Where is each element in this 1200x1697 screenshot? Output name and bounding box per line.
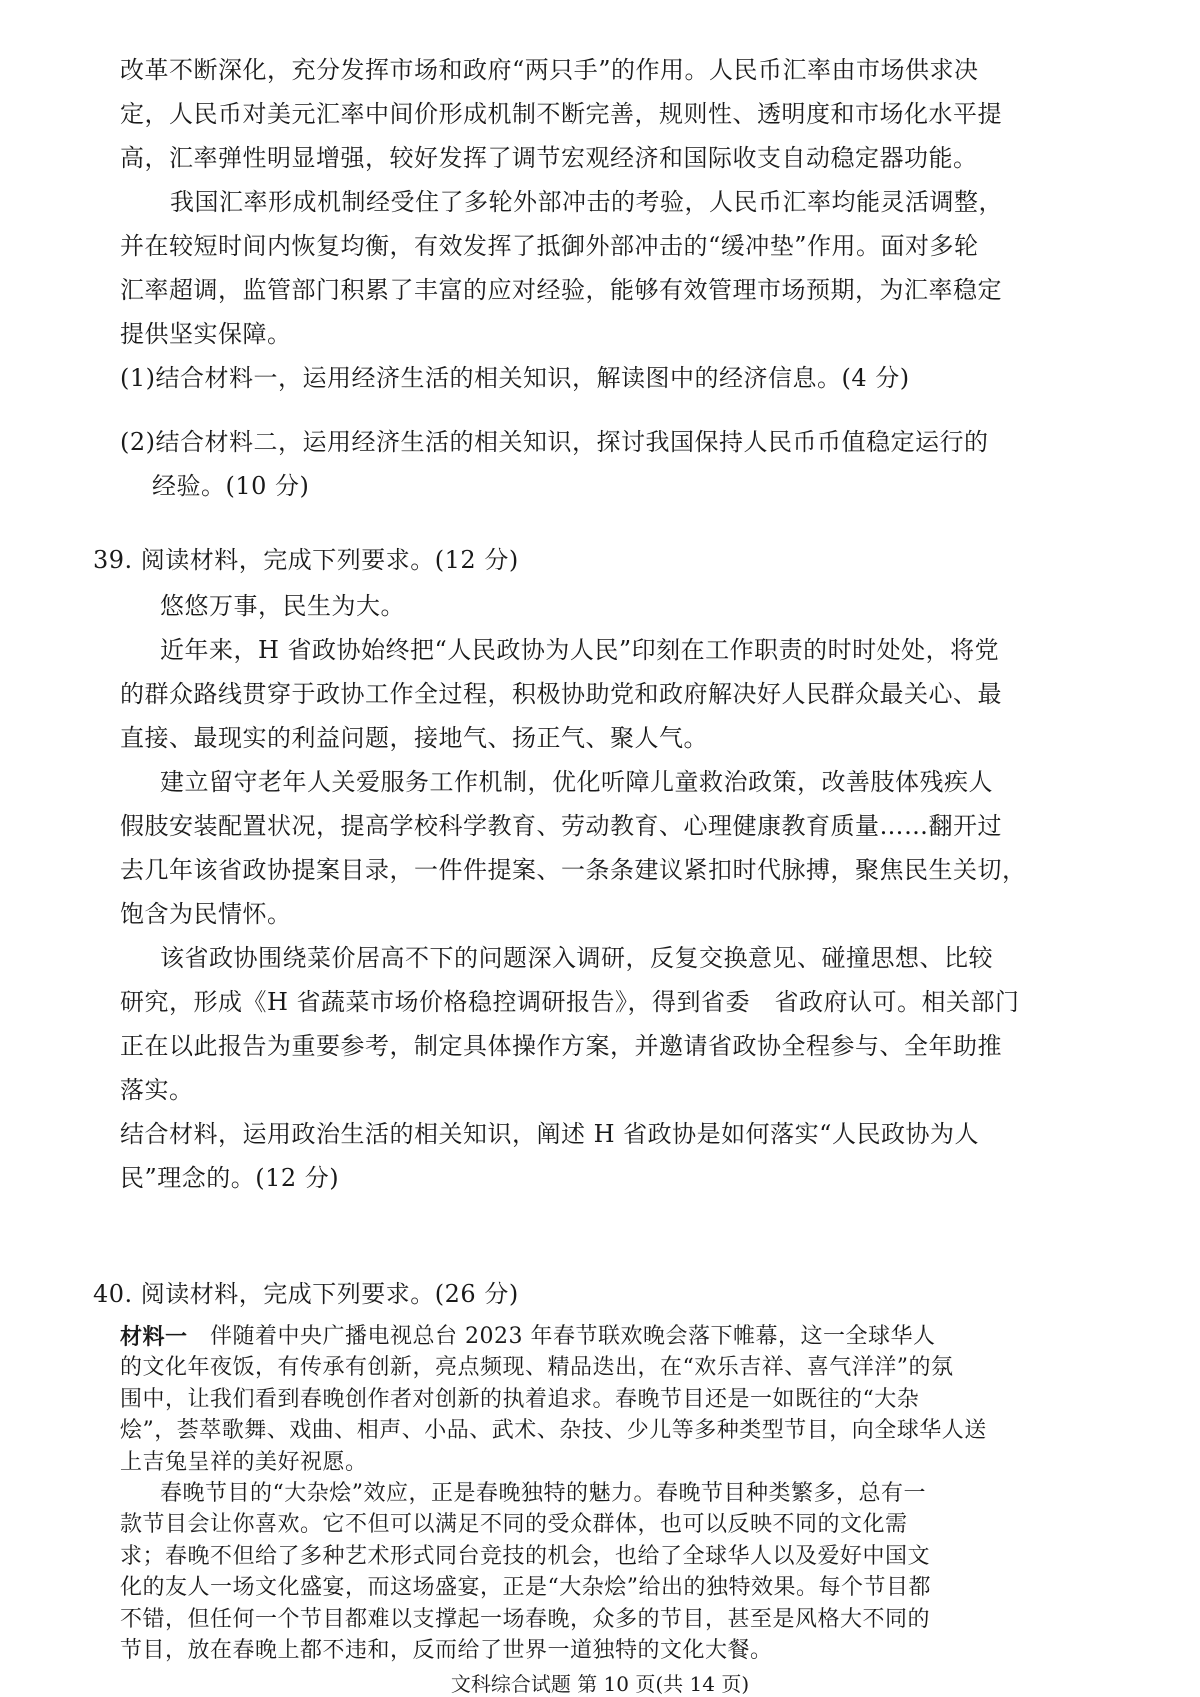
q39-para-4-line-1: 该省政协围绕菜价居高不下的问题深入调研，反复交换意见、碰撞思想、比较 — [160, 944, 993, 972]
q39-para-1: 悠悠万事，民生为大。 — [160, 592, 405, 620]
q39-para-3-line-4: 饱含为民情怀。 — [120, 900, 292, 928]
material2-line-3: 汇率超调，监管部门积累了丰富的应对经验，能够有效管理市场预期，为汇率稳定 — [120, 276, 1002, 304]
q39-question-line-2: 民”理念的。(12 分) — [120, 1164, 340, 1192]
material1-line-1: 改革不断深化，充分发挥市场和政府“两只手”的作用。人民币汇率由市场供求决 — [120, 56, 979, 84]
material1-line-2: 定，人民币对美元汇率中间价形成机制不断完善，规则性、透明度和市场化水平提 — [120, 100, 1002, 128]
q39-para-3-line-2: 假肢安装配置状况，提高学校科学教育、劳动教育、心理健康教育质量……翻开过 — [120, 812, 1002, 840]
q40-para-1-line-1: 伴随着中央广播电视总台 2023 年春节联欢晚会落下帷幕，这一全球华人 — [210, 1324, 936, 1349]
page-footer: 文科综合试题 第 10 页(共 14 页) — [450, 1672, 750, 1696]
q39-question-line-1: 结合材料，运用政治生活的相关知识，阐述 H 省政协是如何落实“人民政协为人 — [120, 1120, 979, 1148]
question-38-1: (1)结合材料一，运用经济生活的相关知识，解读图中的经济信息。(4 分) — [120, 364, 910, 392]
q39-para-4-line-3: 正在以此报告为重要参考，制定具体操作方案，并邀请省政协全程参与、全年助推 — [120, 1032, 1002, 1060]
q40-para-2-line-5: 不错，但任何一个节目都难以支撑起一场春晚，众多的节目，甚至是风格大不同的 — [120, 1607, 931, 1632]
q40-para-1-line-5: 上吉兔呈祥的美好祝愿。 — [120, 1450, 368, 1475]
q40-para-1-line-3: 围中，让我们看到春晚创作者对创新的执着追求。春晚节目还是一如既往的“大杂 — [120, 1387, 920, 1412]
q39-para-2-line-2: 的群众路线贯穿于政协工作全过程，积极协助党和政府解决好人民群众最关心、最 — [120, 680, 1002, 708]
question-38-2-line-2: 经验。(10 分) — [152, 472, 310, 500]
material2-line-1: 我国汇率形成机制经受住了多轮外部冲击的考验，人民币汇率均能灵活调整， — [170, 188, 1003, 216]
q40-material-label: 材料一 — [120, 1324, 188, 1350]
q40-para-2-line-2: 款节目会让你喜欢。它不但可以满足不同的受众群体，也可以反映不同的文化需 — [120, 1512, 908, 1537]
q39-para-2-line-3: 直接、最现实的利益问题，接地气、扬正气、聚人气。 — [120, 724, 708, 752]
q39-para-3-line-3: 去几年该省政协提案目录，一件件提案、一条条建议紧扣时代脉搏，聚焦民生关切， — [120, 856, 1027, 884]
q40-para-2-line-3: 求；春晚不但给了多种艺术形式同台竞技的机会，也给了全球华人以及爱好中国文 — [120, 1544, 931, 1569]
q39-para-3-line-1: 建立留守老年人关爱服务工作机制，优化听障儿童救治政策，改善肢体残疾人 — [160, 768, 993, 796]
q39-para-2-line-1: 近年来，H 省政协始终把“人民政协为人民”印刻在工作职责的时时处处，将党 — [160, 636, 1000, 664]
q40-para-2-line-6: 节目，放在春晚上都不违和，反而给了世界一道独特的文化大餐。 — [120, 1638, 773, 1663]
q39-para-4-line-4: 落实。 — [120, 1076, 194, 1104]
material2-line-2: 并在较短时间内恢复均衡，有效发挥了抵御外部冲击的“缓冲垫”作用。面对多轮 — [120, 232, 979, 260]
material1-line-3: 高，汇率弹性明显增强，较好发挥了调节宏观经济和国际收支自动稳定器功能。 — [120, 144, 978, 172]
q40-para-1-line-2: 的文化年夜饭，有传承有创新，亮点频现、精品迭出，在“欢乐吉祥、喜气洋洋”的氛 — [120, 1355, 954, 1380]
q39-para-4-line-2: 研究，形成《H 省蔬菜市场价格稳控调研报告》，得到省委 省政府认可。相关部门 — [120, 988, 1020, 1016]
material2-line-4: 提供坚实保障。 — [120, 320, 292, 348]
question-39-heading: 39. 阅读材料，完成下列要求。(12 分) — [93, 546, 519, 574]
q40-para-1-line-4: 烩”，荟萃歌舞、戏曲、相声、小品、武术、杂技、少儿等多种类型节目，向全球华人送 — [120, 1418, 987, 1443]
q40-para-2-line-1: 春晚节目的“大杂烩”效应，正是春晚独特的魅力。春晚节目种类繁多，总有一 — [160, 1481, 926, 1506]
question-40-heading: 40. 阅读材料，完成下列要求。(26 分) — [93, 1280, 519, 1308]
question-38-2-line-1: (2)结合材料二，运用经济生活的相关知识，探讨我国保持人民币币值稳定运行的 — [120, 428, 989, 456]
q40-para-2-line-4: 化的友人一场文化盛宴，而这场盛宴，正是“大杂烩”给出的独特效果。每个节目都 — [120, 1575, 931, 1600]
